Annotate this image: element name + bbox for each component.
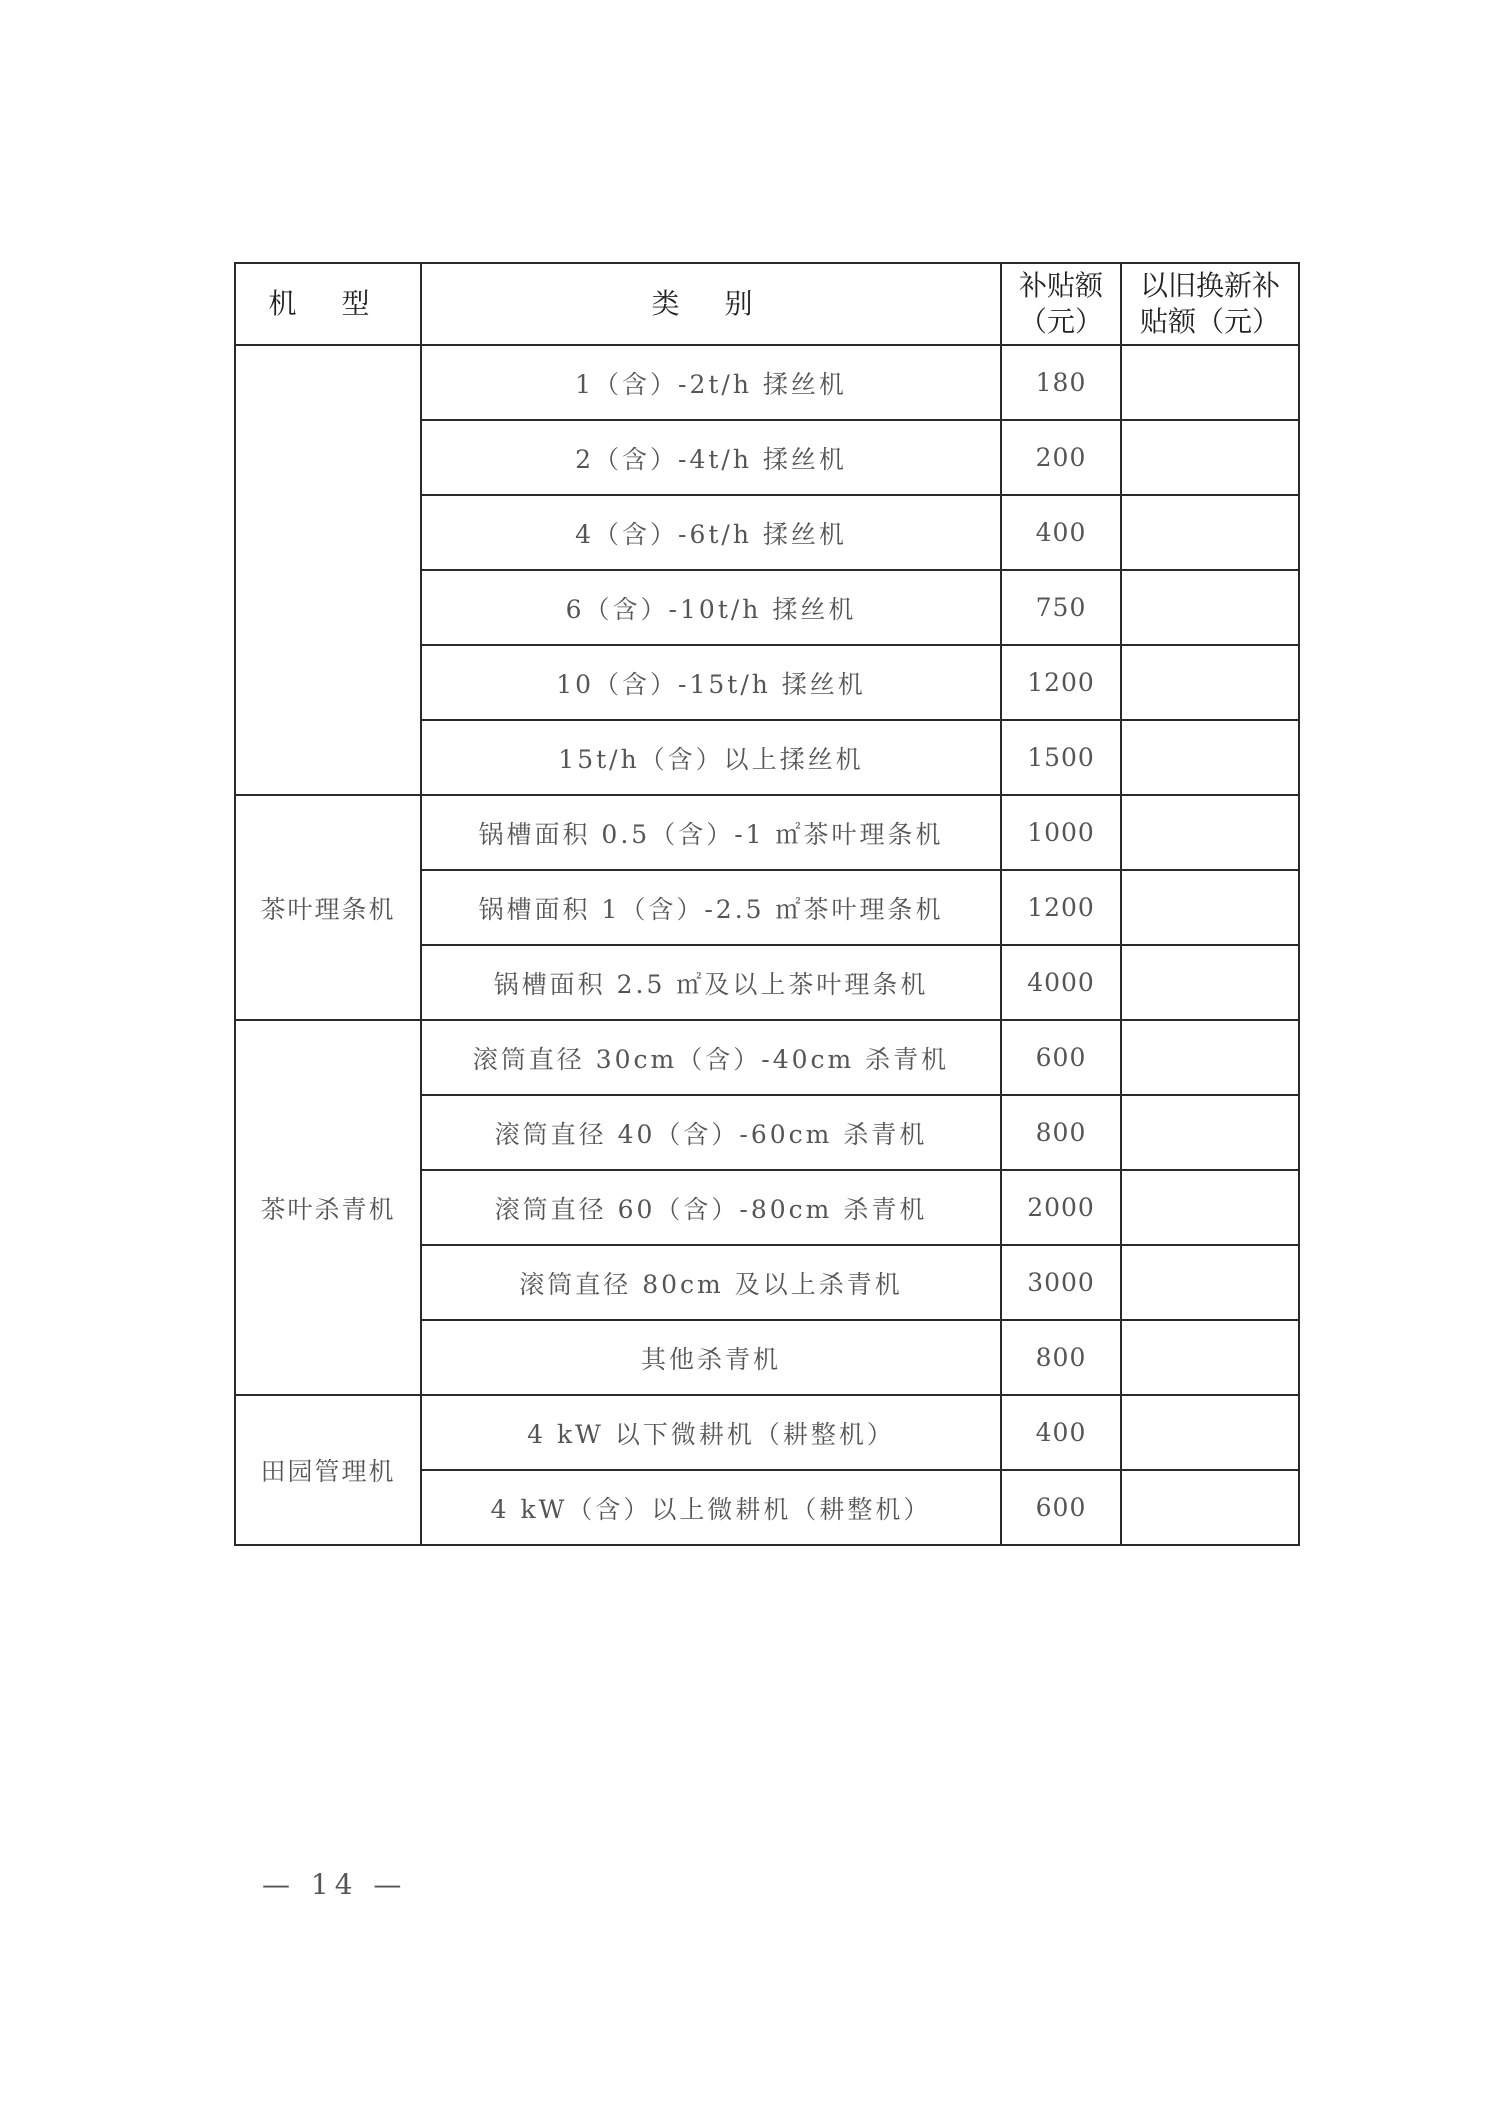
tradein-amount-cell xyxy=(1121,1245,1299,1320)
tradein-amount-cell xyxy=(1121,1470,1299,1545)
subsidy-amount-cell: 600 xyxy=(1001,1020,1121,1095)
category-cell: 4 kW 以下微耕机（耕整机） xyxy=(421,1395,1001,1470)
tradein-amount-cell xyxy=(1121,420,1299,495)
category-cell: 锅槽面积 0.5（含）-1 ㎡茶叶理条机 xyxy=(421,795,1001,870)
subsidy-amount-cell: 600 xyxy=(1001,1470,1121,1545)
tradein-amount-cell xyxy=(1121,795,1299,870)
subsidy-amount-cell: 750 xyxy=(1001,570,1121,645)
category-cell: 滚筒直径 30cm（含）-40cm 杀青机 xyxy=(421,1020,1001,1095)
subsidy-amount-cell: 2000 xyxy=(1001,1170,1121,1245)
tradein-amount-cell xyxy=(1121,570,1299,645)
tradein-amount-cell xyxy=(1121,645,1299,720)
tradein-amount-cell xyxy=(1121,1095,1299,1170)
tradein-amount-cell xyxy=(1121,870,1299,945)
table-row xyxy=(235,795,1299,870)
category-cell: 滚筒直径 40（含）-60cm 杀青机 xyxy=(421,1095,1001,1170)
subsidy-table xyxy=(234,262,1300,1546)
header-subsidy-amount xyxy=(1001,263,1121,345)
machine-type-cell: 茶叶杀青机 xyxy=(235,1020,421,1395)
machine-type-cell: 田园管理机 xyxy=(235,1395,421,1545)
category-cell: 1（含）-2t/h 揉丝机 xyxy=(421,345,1001,420)
header-tradein-subsidy xyxy=(1121,263,1299,345)
header-category: 类 别 xyxy=(421,263,1001,345)
category-cell: 锅槽面积 2.5 ㎡及以上茶叶理条机 xyxy=(421,945,1001,1020)
category-cell: 滚筒直径 60（含）-80cm 杀青机 xyxy=(421,1170,1001,1245)
tradein-amount-cell xyxy=(1121,1320,1299,1395)
subsidy-amount-cell: 4000 xyxy=(1001,945,1121,1020)
category-cell: 6（含）-10t/h 揉丝机 xyxy=(421,570,1001,645)
subsidy-amount-cell: 800 xyxy=(1001,1320,1121,1395)
page-number: — 14 — xyxy=(262,1868,408,1901)
table-row xyxy=(235,1020,1299,1095)
header-machine-type: 机 型 xyxy=(235,263,421,345)
subsidy-amount-cell: 400 xyxy=(1001,495,1121,570)
tradein-amount-cell xyxy=(1121,495,1299,570)
subsidy-amount-cell: 200 xyxy=(1001,420,1121,495)
category-cell: 2（含）-4t/h 揉丝机 xyxy=(421,420,1001,495)
category-cell: 其他杀青机 xyxy=(421,1320,1001,1395)
tradein-amount-cell xyxy=(1121,1020,1299,1095)
tradein-amount-cell xyxy=(1121,1170,1299,1245)
subsidy-amount-cell: 400 xyxy=(1001,1395,1121,1470)
header-subsidy-line2: （元） xyxy=(1018,305,1103,338)
subsidy-amount-cell: 1500 xyxy=(1001,720,1121,795)
subsidy-amount-cell: 1000 xyxy=(1001,795,1121,870)
machine-type-cell: 茶叶理条机 xyxy=(235,795,421,1020)
category-cell: 4（含）-6t/h 揉丝机 xyxy=(421,495,1001,570)
category-cell: 10（含）-15t/h 揉丝机 xyxy=(421,645,1001,720)
tradein-amount-cell xyxy=(1121,1395,1299,1470)
category-cell: 滚筒直径 80cm 及以上杀青机 xyxy=(421,1245,1001,1320)
subsidy-amount-cell: 1200 xyxy=(1001,645,1121,720)
header-tradein-line1: 以旧换新补 xyxy=(1139,269,1280,302)
category-cell: 15t/h（含）以上揉丝机 xyxy=(421,720,1001,795)
machine-type-cell xyxy=(235,345,421,795)
table-body xyxy=(235,345,1299,1545)
subsidy-amount-cell: 180 xyxy=(1001,345,1121,420)
tradein-amount-cell xyxy=(1121,345,1299,420)
category-cell: 4 kW（含）以上微耕机（耕整机） xyxy=(421,1470,1001,1545)
tradein-amount-cell xyxy=(1121,720,1299,795)
subsidy-amount-cell: 800 xyxy=(1001,1095,1121,1170)
subsidy-amount-cell: 3000 xyxy=(1001,1245,1121,1320)
subsidy-amount-cell: 1200 xyxy=(1001,870,1121,945)
table-header-row xyxy=(235,263,1299,345)
table-row xyxy=(235,345,1299,420)
category-cell: 锅槽面积 1（含）-2.5 ㎡茶叶理条机 xyxy=(421,870,1001,945)
table-row xyxy=(235,1395,1299,1470)
tradein-amount-cell xyxy=(1121,945,1299,1020)
header-tradein-line2: 贴额（元） xyxy=(1139,305,1280,338)
header-subsidy-line1: 补贴额 xyxy=(1018,269,1103,302)
